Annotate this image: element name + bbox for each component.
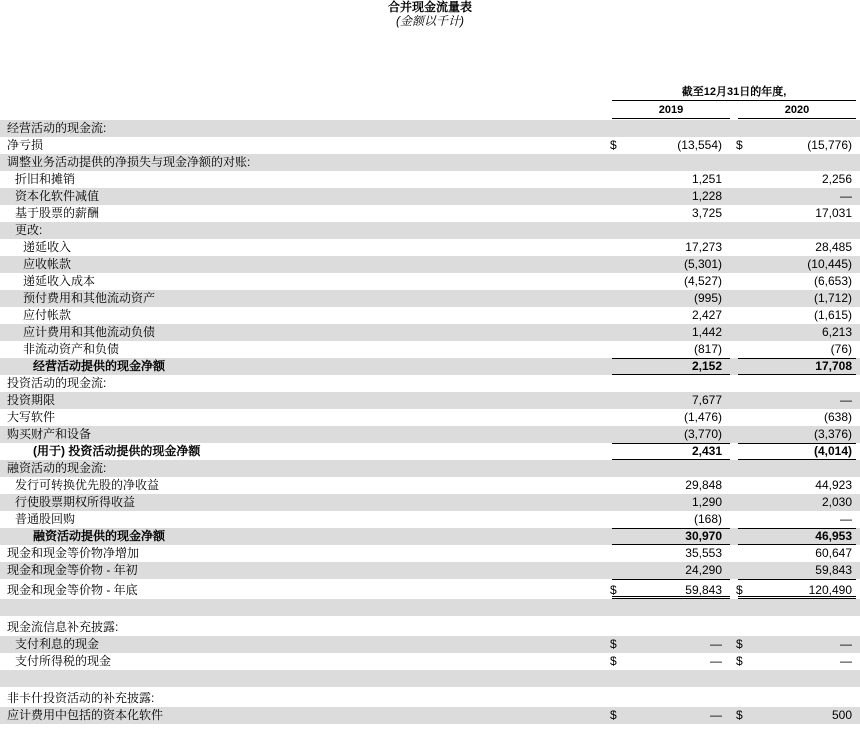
row-label: 发行可转换优先股的净收益 (15, 478, 160, 492)
value-2020: 500 (831, 708, 852, 722)
table-row (0, 256, 860, 273)
value-2019: 2,152 (691, 359, 722, 373)
row-label: 大写软件 (7, 410, 56, 424)
value-2020: (4,014) (813, 444, 852, 458)
table-row (0, 494, 860, 511)
table-row (0, 154, 860, 171)
row-label: 更改: (15, 223, 43, 237)
table-row (0, 687, 860, 707)
row-label: 行使股票期权所得收益 (15, 495, 136, 509)
value-2020: (6,653) (813, 274, 852, 288)
table-row (0, 443, 860, 460)
value-2020: — (840, 189, 852, 203)
row-label: 非流动资产和负债 (23, 342, 120, 356)
row-label: 应计费用和其他流动负债 (23, 325, 156, 339)
currency-symbol: $ (610, 708, 617, 722)
row-label: 非卡什投资活动的补充披露: (7, 691, 155, 705)
row-label: 经营活动提供的现金净额 (33, 359, 166, 373)
value-2019: — (710, 637, 722, 651)
row-label: 应付帐款 (23, 308, 72, 322)
value-2020: 59,843 (815, 563, 852, 577)
value-2019: 30,970 (685, 529, 722, 543)
value-2020: 120,490 (808, 583, 852, 597)
value-2020: 44,923 (815, 478, 852, 492)
row-label: 融资活动提供的现金净额 (33, 529, 166, 543)
currency-symbol: $ (610, 637, 617, 651)
value-2019: 29,848 (685, 478, 722, 492)
row-label: 递延收入 (23, 240, 72, 254)
rule-line (612, 443, 730, 444)
table-row (0, 636, 860, 653)
value-2020: 28,485 (815, 240, 852, 254)
value-2020: 6,213 (821, 325, 852, 339)
value-2019: 2,427 (691, 308, 722, 322)
row-label: 折旧和摊销 (15, 172, 76, 186)
value-2019: (13,554) (677, 138, 722, 152)
value-2019: 35,553 (685, 546, 722, 560)
rule-line (612, 528, 730, 529)
value-2020: (638) (823, 410, 852, 424)
value-2020: 2,030 (821, 495, 852, 509)
currency-symbol: $ (736, 637, 743, 651)
row-label: 净亏损 (7, 138, 44, 152)
value-2019: 3,725 (691, 206, 722, 220)
row-label: 现金和现金等价物 - 年初 (7, 563, 138, 577)
row-label: 投资期限 (7, 393, 56, 407)
table-row (0, 409, 860, 426)
table-row (0, 375, 860, 392)
value-2019: — (710, 654, 722, 668)
value-2020: 2,256 (821, 172, 852, 186)
rule-line (738, 579, 856, 580)
table-row (0, 290, 860, 307)
value-2020: 17,708 (815, 359, 852, 373)
row-label: 应收帐款 (23, 257, 72, 271)
value-2020: 17,031 (815, 206, 852, 220)
table-row (0, 460, 860, 477)
row-label: 基于股票的薪酬 (15, 206, 100, 220)
value-2020: — (840, 393, 852, 407)
spacer-row (0, 670, 860, 687)
rule-line (738, 443, 856, 444)
table-row (0, 579, 860, 599)
currency-symbol: $ (610, 654, 617, 668)
row-label: 融资活动的现金流: (7, 461, 107, 475)
row-label: 应计费用中包括的资本化软件 (7, 708, 164, 722)
value-2020: (76) (830, 342, 852, 356)
value-2019: — (710, 708, 722, 722)
table-row (0, 545, 860, 562)
row-label: 投资活动的现金流: (7, 376, 107, 390)
table-row (0, 239, 860, 256)
value-2019: 7,677 (691, 393, 722, 407)
table-row (0, 188, 860, 205)
value-2019: 59,843 (685, 583, 722, 597)
value-2019: (817) (693, 342, 722, 356)
currency-symbol: $ (736, 708, 743, 722)
column-underline-2019 (612, 118, 730, 119)
cash-flow-table (0, 120, 860, 724)
table-row (0, 137, 860, 154)
currency-symbol: $ (610, 583, 617, 597)
row-label: 调整业务活动提供的净损失与现金净额的对账: (7, 155, 251, 169)
table-row (0, 341, 860, 358)
statement-subtitle: (金额以千计) (396, 14, 464, 28)
value-2020: 46,953 (815, 529, 852, 543)
row-label: 支付所得税的现金 (15, 654, 112, 668)
column-header-2020: 2020 (784, 104, 810, 116)
rule-line (612, 579, 730, 580)
value-2020: (15,776) (807, 138, 852, 152)
table-row (0, 392, 860, 409)
table-row (0, 562, 860, 579)
row-label: 现金和现金等价物净增加 (7, 546, 140, 560)
value-2019: (5,301) (683, 257, 722, 271)
value-2020: — (840, 512, 852, 526)
row-label: (用于) 投资活动提供的现金净额 (33, 444, 201, 458)
table-row (0, 616, 860, 636)
rule-line (738, 528, 856, 529)
value-2019: (168) (693, 512, 722, 526)
value-2019: (995) (693, 291, 722, 305)
column-underline-2020 (738, 118, 856, 119)
row-label: 现金流信息补充披露: (7, 620, 119, 634)
table-row (0, 120, 860, 137)
row-label: 递延收入成本 (23, 274, 96, 288)
statement-title: 合并现金流量表 (387, 0, 472, 14)
currency-symbol: $ (736, 654, 743, 668)
table-row (0, 511, 860, 528)
value-2019: 17,273 (685, 240, 722, 254)
value-2020: (3,376) (813, 427, 852, 441)
table-row (0, 477, 860, 494)
row-label: 资本化软件减值 (15, 189, 100, 203)
table-row (0, 307, 860, 324)
rule-line (612, 358, 730, 359)
value-2019: 1,228 (691, 189, 722, 203)
table-row (0, 653, 860, 670)
spacer-row (0, 599, 860, 616)
value-2019: 24,290 (685, 563, 722, 577)
currency-symbol: $ (610, 138, 617, 152)
table-row (0, 171, 860, 188)
table-row (0, 222, 860, 239)
value-2020: (1,712) (813, 291, 852, 305)
value-2020: — (840, 637, 852, 651)
value-2020: (1,615) (813, 308, 852, 322)
row-label: 经营活动的现金流: (7, 121, 107, 135)
row-label: 预付费用和其他流动资产 (23, 291, 156, 305)
rule-line (738, 358, 856, 359)
row-label: 现金和现金等价物 - 年底 (7, 583, 138, 597)
value-2019: 1,290 (691, 495, 722, 509)
value-2019: (1,476) (683, 410, 722, 424)
period-underline (612, 100, 856, 101)
row-label: 支付利息的现金 (15, 637, 100, 651)
currency-symbol: $ (736, 138, 743, 152)
value-2019: 1,442 (691, 325, 722, 339)
column-header-2019: 2019 (658, 104, 684, 116)
table-row (0, 324, 860, 341)
table-row (0, 528, 860, 545)
table-row (0, 707, 860, 724)
table-row (0, 205, 860, 222)
row-label: 购买财产和设备 (7, 427, 92, 441)
currency-symbol: $ (736, 583, 743, 597)
table-row (0, 426, 860, 443)
table-row (0, 273, 860, 290)
value-2019: 2,431 (691, 444, 722, 458)
row-label: 普通股回购 (15, 512, 76, 526)
value-2020: (10,445) (807, 257, 852, 271)
value-2020: — (840, 654, 852, 668)
value-2019: (4,527) (683, 274, 722, 288)
value-2020: 60,647 (815, 546, 852, 560)
period-header: 截至12月31日的年度, (681, 86, 787, 98)
table-row (0, 358, 860, 375)
value-2019: (3,770) (683, 427, 722, 441)
value-2019: 1,251 (691, 172, 722, 186)
